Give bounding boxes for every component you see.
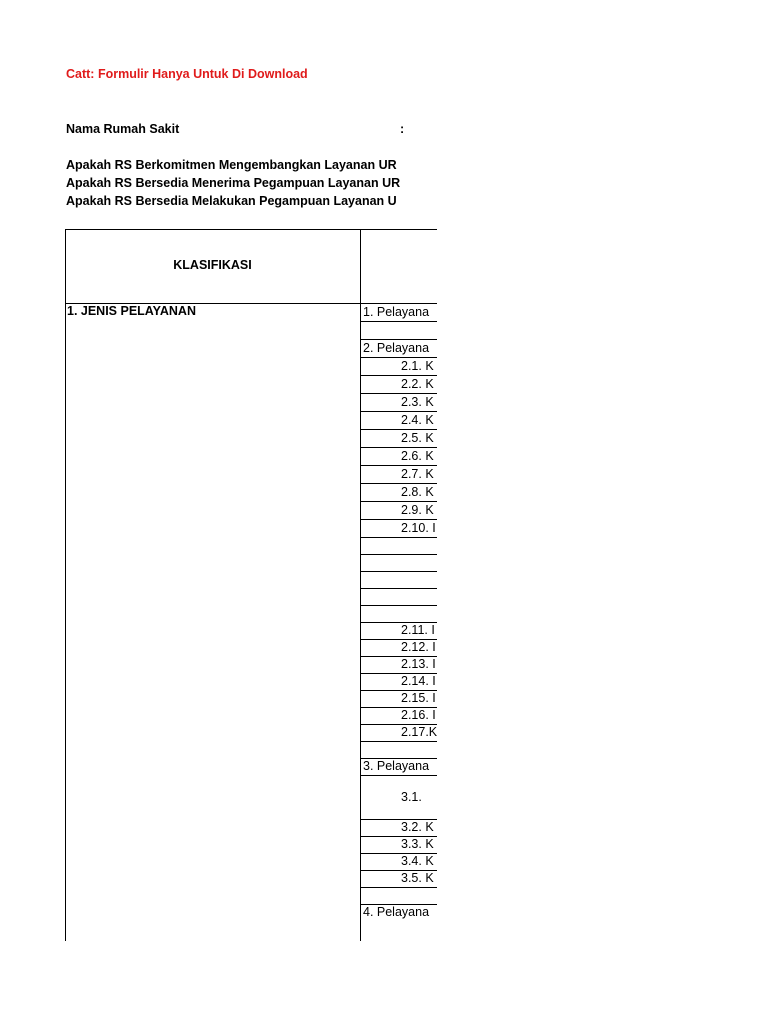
row-divider <box>361 321 437 322</box>
row-divider <box>361 393 437 394</box>
service-row: 2.11. I <box>401 623 435 637</box>
service-row: 2.12. I <box>401 640 436 654</box>
download-note: Catt: Formulir Hanya Untuk Di Download <box>66 67 308 81</box>
service-row: 2.8. K <box>401 485 434 499</box>
row-divider <box>361 554 437 555</box>
row-divider <box>361 519 437 520</box>
service-row: 2.2. K <box>401 377 434 391</box>
row-divider <box>361 501 437 502</box>
row-divider <box>361 571 437 572</box>
service-row: 4. Pelayana <box>363 905 430 919</box>
service-row: 2.4. K <box>401 413 434 427</box>
row-divider <box>361 411 437 412</box>
service-row: 2.6. K <box>401 449 434 463</box>
table-column-divider <box>360 229 361 941</box>
table-left-border <box>65 229 66 941</box>
row-divider <box>361 887 437 888</box>
table-top-border <box>65 229 437 230</box>
service-row: 2.7. K <box>401 467 434 481</box>
service-row: 2.9. K <box>401 503 434 517</box>
question-provide-mentoring: Apakah RS Bersedia Melakukan Pegampuan Layanan U <box>66 194 397 208</box>
service-row: 3.5. K <box>401 871 434 885</box>
service-row: 2.15. I <box>401 691 436 705</box>
service-row: 3. Pelayana <box>363 759 430 773</box>
service-row: 3.4. K <box>401 854 434 868</box>
row-divider <box>361 375 437 376</box>
row-divider <box>361 447 437 448</box>
row-divider <box>361 465 437 466</box>
service-row: 2.5. K <box>401 431 434 445</box>
service-row: 1. Pelayana <box>363 305 430 319</box>
service-row: 2.14. I <box>401 674 436 688</box>
service-row: 2.3. K <box>401 395 434 409</box>
service-row: 3.2. K <box>401 820 434 834</box>
row-divider <box>361 775 437 776</box>
section-jenis-pelayanan: 1. JENIS PELAYANAN <box>67 304 196 318</box>
row-divider <box>361 429 437 430</box>
service-row: 2.16. I <box>401 708 436 722</box>
row-divider <box>361 605 437 606</box>
question-commitment: Apakah RS Berkomitmen Mengembangkan Layanan UR <box>66 158 397 172</box>
service-row: 2.17.K <box>401 725 437 739</box>
row-divider <box>361 741 437 742</box>
row-divider <box>361 339 437 340</box>
service-row: 2. Pelayana <box>363 341 430 355</box>
row-divider <box>361 483 437 484</box>
question-receive-mentoring: Apakah RS Bersedia Menerima Pegampuan Layanan UR <box>66 176 401 190</box>
hospital-name-label: Nama Rumah Sakit <box>66 122 180 136</box>
service-row: 3.3. K <box>401 837 434 851</box>
header-klasifikasi: KLASIFIKASI <box>173 258 252 272</box>
row-divider <box>361 537 437 538</box>
service-row: 3.1. <box>401 790 422 804</box>
row-divider <box>361 588 437 589</box>
hospital-name-colon: : <box>400 122 405 136</box>
row-divider <box>361 357 437 358</box>
service-row: 2.1. K <box>401 359 434 373</box>
service-row: 2.10. I <box>401 521 436 535</box>
service-row: 2.13. I <box>401 657 436 671</box>
